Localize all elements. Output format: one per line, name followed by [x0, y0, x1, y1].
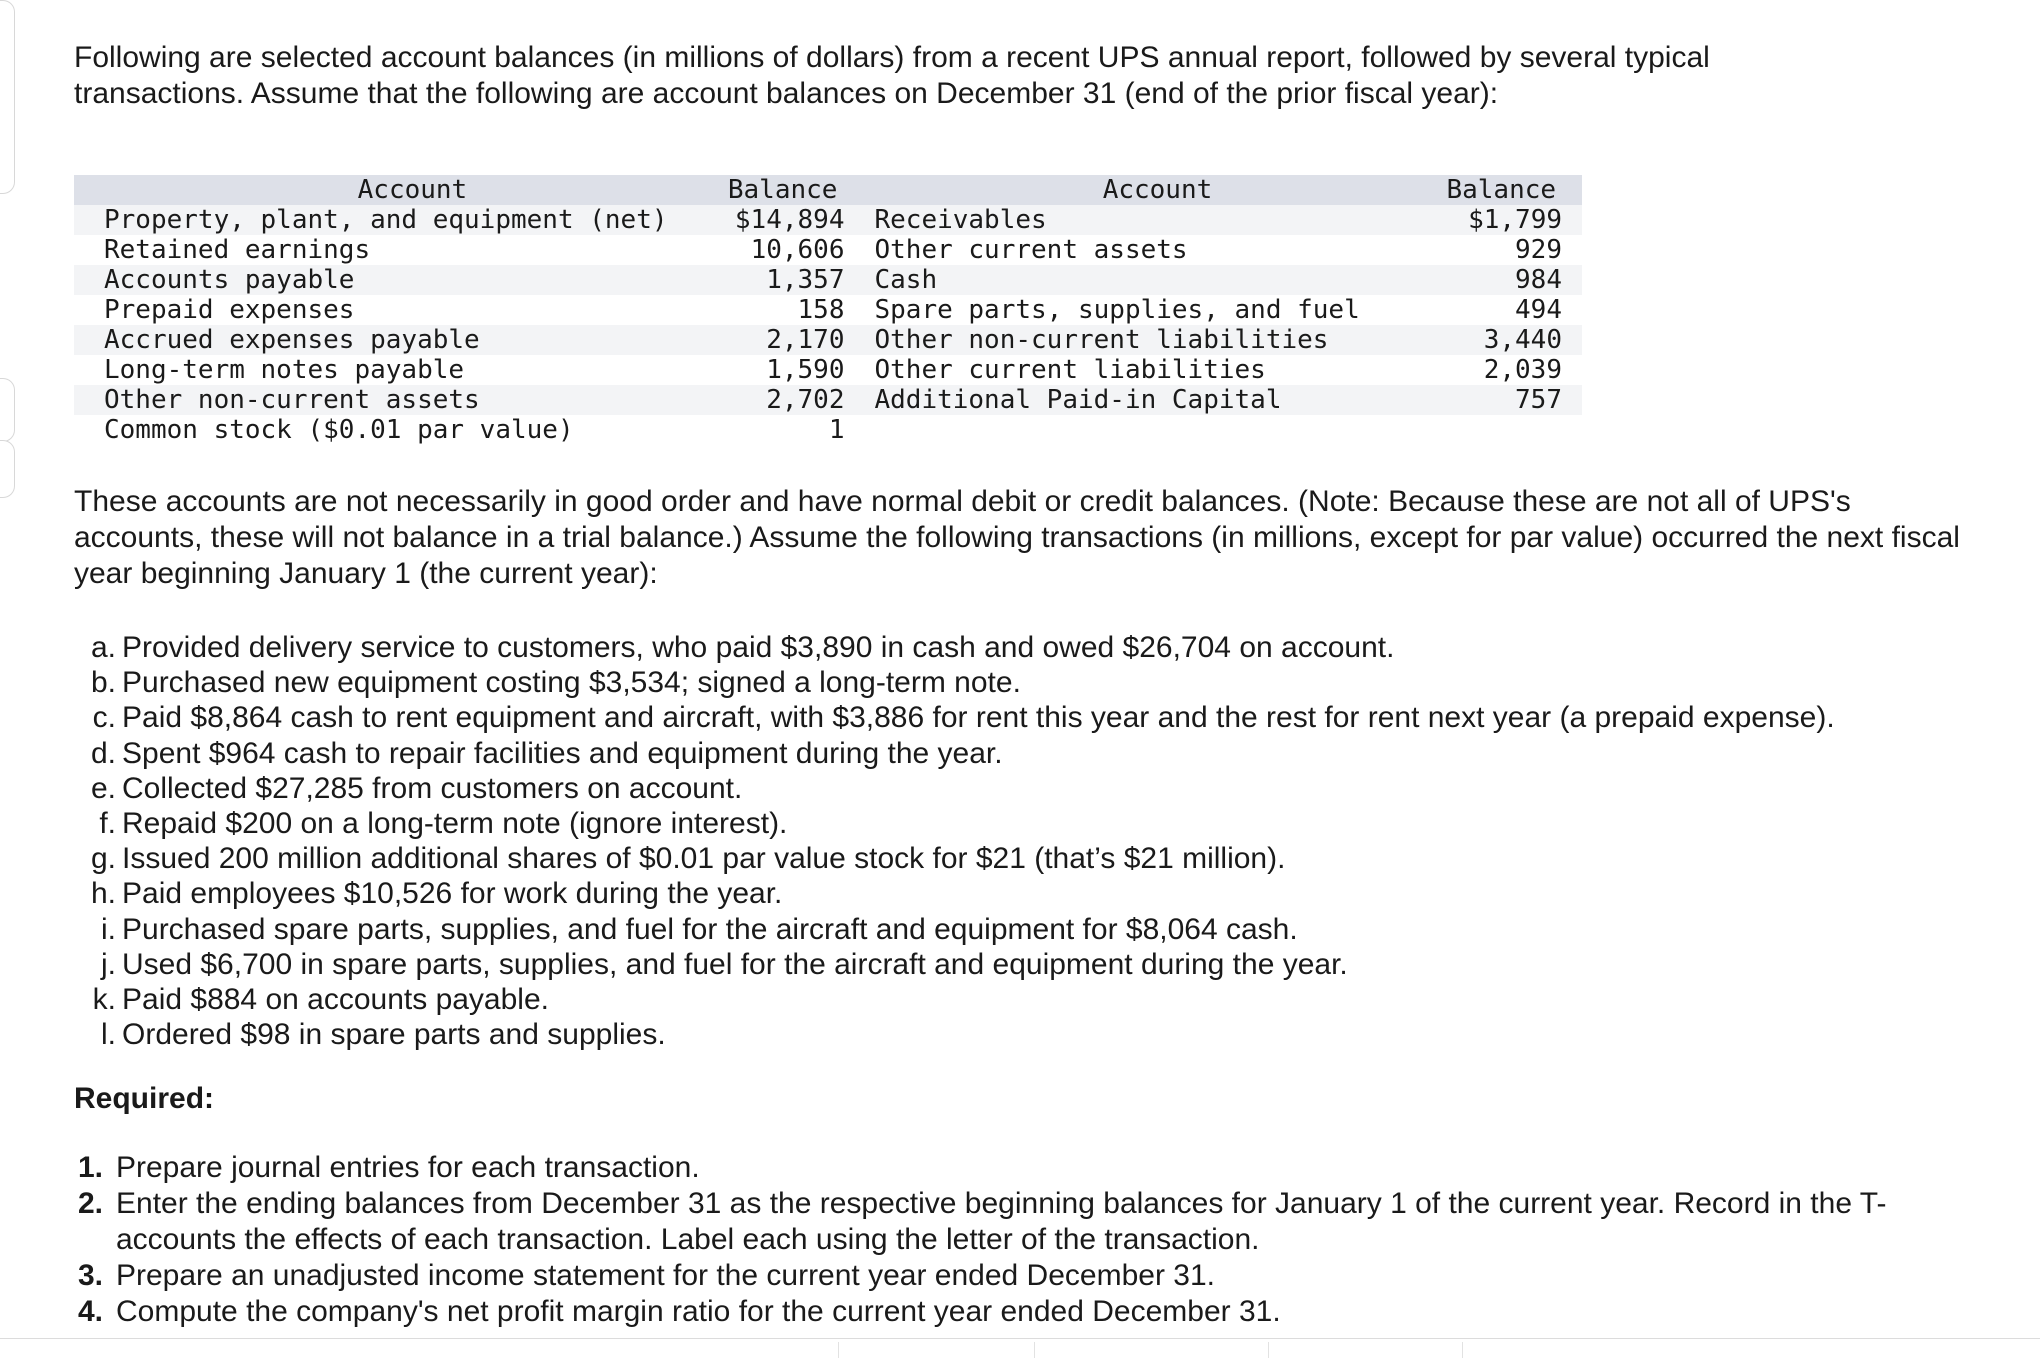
bottom-bar — [0, 1339, 2040, 1358]
requirement-number: 3. — [78, 1259, 104, 1292]
account-balance — [1440, 415, 1582, 445]
transaction-text: Paid employees $10,526 for work during the year. — [122, 877, 783, 911]
account-balance: $1,799 — [1440, 205, 1582, 235]
account-balance: 929 — [1440, 235, 1582, 265]
transaction-letter: i. — [101, 912, 116, 946]
transaction-text: Provided delivery service to customers, who paid $3,890 in cash and owed $26,704 on account. — [122, 631, 1395, 664]
bottom-tick — [1034, 1342, 1035, 1358]
transaction-letter: b. — [90, 666, 116, 700]
list-item — [80, 665, 1835, 700]
required-heading: Required: — [74, 1082, 215, 1115]
transaction-letter: d. — [90, 736, 116, 770]
table-row — [74, 235, 1582, 265]
requirement-text: Enter the ending balances from December 31 as the respective beginning balances for January 1 of the current year. Record in the T-accounts the effects of each transaction. Label each using the letter of the transaction. — [116, 1187, 1887, 1256]
account-balances-table — [74, 175, 1582, 445]
list-item — [80, 1017, 1835, 1052]
bottom-tick — [838, 1342, 839, 1358]
bottom-tick — [1268, 1342, 1269, 1358]
account-name: Property, plant, and equipment (net) — [74, 205, 721, 235]
requirement-number: 1. — [78, 1151, 104, 1184]
table-row — [74, 265, 1582, 295]
side-tab-middle — [0, 378, 15, 442]
list-item — [80, 912, 1835, 947]
transaction-letter: a. — [90, 631, 116, 664]
intro-text — [74, 41, 1974, 112]
header-account-2: Account — [874, 175, 1440, 205]
requirement-number: 4. — [78, 1295, 104, 1328]
transaction-text: Collected $27,285 from customers on account. — [122, 771, 743, 805]
account-name: Prepaid expenses — [74, 295, 721, 325]
intro-line-2: transactions. Assume that the following are account balances on December 31 (end of the prior fiscal year): — [74, 77, 1499, 110]
account-name: Cash — [874, 265, 1440, 295]
list-item — [80, 806, 1835, 841]
transaction-letter: j. — [101, 947, 116, 981]
list-item — [78, 1294, 1978, 1330]
transaction-text: Ordered $98 in spare parts and supplies. — [122, 1018, 666, 1052]
account-balance: 3,440 — [1440, 325, 1582, 355]
transaction-letter: f. — [99, 807, 116, 841]
table-row — [74, 385, 1582, 415]
account-name: Other non-current assets — [74, 385, 721, 415]
account-balance: 494 — [1440, 295, 1582, 325]
transaction-letter: c. — [92, 701, 116, 735]
transaction-text: Purchased spare parts, supplies, and fuel for the aircraft and equipment for $8,064 cash. — [122, 912, 1298, 946]
account-name: Spare parts, supplies, and fuel — [874, 295, 1440, 325]
bottom-tick — [1462, 1342, 1463, 1358]
table-row — [74, 205, 1582, 235]
intro-cut-line: Following are selected account balances (in millions of dollars) from a recent UPS annual report, followed by several typical — [74, 41, 1710, 74]
account-name: Common stock ($0.01 par value) — [74, 415, 721, 445]
transaction-text: Used $6,700 in spare parts, supplies, and fuel for the aircraft and equipment during the year. — [122, 947, 1348, 981]
transaction-text: Issued 200 million additional shares of $0.01 par value stock for $21 (that’s $21 million). — [122, 842, 1286, 876]
account-balance: 1 — [721, 415, 875, 445]
list-item — [78, 1150, 1978, 1186]
account-name — [874, 415, 1440, 445]
header-account-1: Account — [74, 175, 721, 205]
requirement-text: Compute the company's net profit margin ratio for the current year ended December 31. — [116, 1295, 1281, 1328]
transaction-letter: g. — [90, 842, 116, 876]
account-name: Other non-current liabilities — [874, 325, 1440, 355]
transaction-text: Purchased new equipment costing $3,534; signed a long-term note. — [122, 666, 1021, 700]
transaction-text: Spent $964 cash to repair facilities and equipment during the year. — [122, 736, 1003, 770]
table-row — [74, 325, 1582, 355]
table-row — [74, 295, 1582, 325]
account-balance: 2,039 — [1440, 355, 1582, 385]
account-balance: 1,357 — [721, 265, 875, 295]
account-balance: 2,170 — [721, 325, 875, 355]
account-name: Additional Paid-in Capital — [874, 385, 1440, 415]
requirement-text: Prepare journal entries for each transaction. — [116, 1151, 700, 1184]
account-name: Other current liabilities — [874, 355, 1440, 385]
list-item — [80, 771, 1835, 806]
table-row — [74, 415, 1582, 445]
account-balance: 757 — [1440, 385, 1582, 415]
transactions-list — [80, 630, 1835, 1052]
side-tab-lower — [0, 440, 15, 498]
side-tab-top — [0, 0, 15, 194]
transaction-text: Repaid $200 on a long-term note (ignore interest). — [122, 807, 788, 841]
requirement-text: Prepare an unadjusted income statement for the current year ended December 31. — [116, 1259, 1215, 1292]
list-item — [80, 982, 1835, 1017]
transaction-text: Paid $884 on accounts payable. — [122, 983, 549, 1017]
account-name: Accrued expenses payable — [74, 325, 721, 355]
header-balance-2: Balance — [1440, 175, 1582, 205]
account-name: Other current assets — [874, 235, 1440, 265]
account-balance: 158 — [721, 295, 875, 325]
note-paragraph: These accounts are not necessarily in good order and have normal debit or credit balances. (Note: Because these are not all of UPS's accounts, these will not balance in a trial balance.) Assume the following transactions (in millions, except for par value) occurred the next fiscal year beginning January 1 (the current year): — [74, 485, 1960, 590]
list-item — [80, 700, 1835, 735]
account-balance: 10,606 — [721, 235, 875, 265]
transaction-letter: k. — [92, 983, 116, 1017]
header-balance-1: Balance — [721, 175, 875, 205]
list-item — [80, 736, 1835, 771]
account-balance: 2,702 — [721, 385, 875, 415]
account-name: Retained earnings — [74, 235, 721, 265]
transaction-letter: h. — [90, 877, 116, 911]
transaction-letter: l. — [101, 1018, 116, 1052]
table-row — [74, 355, 1582, 385]
list-item — [78, 1186, 1978, 1258]
list-item — [80, 947, 1835, 982]
transaction-letter: e. — [90, 771, 116, 805]
requirements-list — [78, 1150, 1978, 1330]
account-balance: $14,894 — [721, 205, 875, 235]
account-balance: 1,590 — [721, 355, 875, 385]
account-name: Accounts payable — [74, 265, 721, 295]
table-header-row — [74, 175, 1582, 205]
list-item — [80, 876, 1835, 911]
requirement-number: 2. — [78, 1187, 104, 1220]
account-name: Long-term notes payable — [74, 355, 721, 385]
account-name: Receivables — [874, 205, 1440, 235]
list-item — [80, 630, 1835, 665]
account-balance: 984 — [1440, 265, 1582, 295]
list-item — [78, 1258, 1978, 1294]
transaction-text: Paid $8,864 cash to rent equipment and aircraft, with $3,886 for rent this year and the rest for rent next year (a prepaid expense). — [122, 701, 1835, 735]
list-item — [80, 841, 1835, 876]
